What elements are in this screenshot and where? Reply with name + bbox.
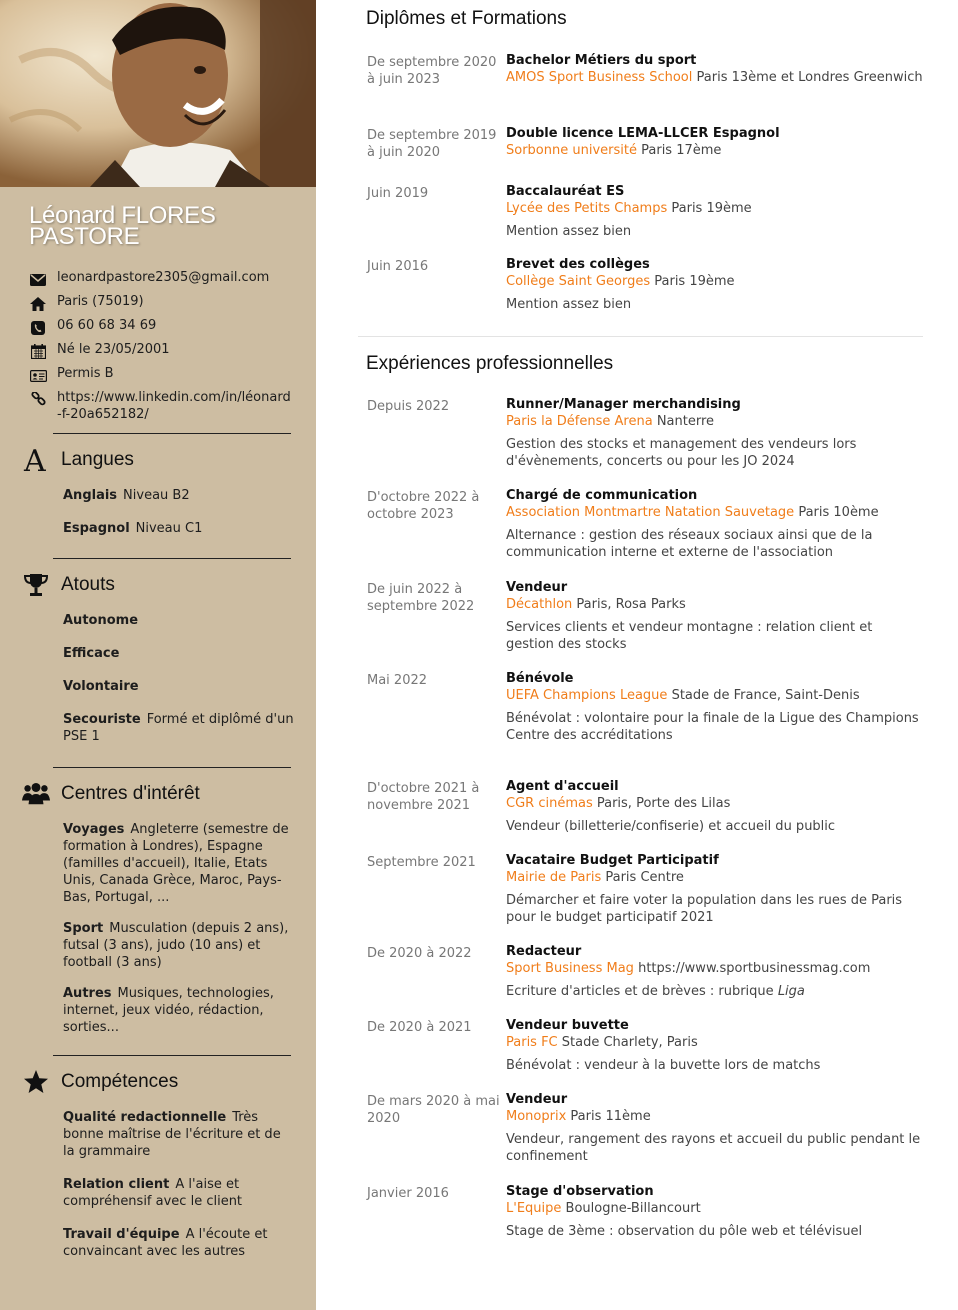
list-item: Autonome [63,613,139,628]
list-item: Volontaire [63,679,139,694]
experience-entry: Depuis 2022 Runner/Manager merchandising Paris la Défense Arena Nanterre Gestion des stocks et management des vendeurs lors d'évènements, concerts ou pour les JO 2024 [367,397,857,469]
contact-email [29,269,299,288]
experience-entry: Septembre 2021 Vacataire Budget Participatif Mairie de Paris Paris Centre Démarcher et faire voter la population dans les rues de Paris pour le budget participatif 2021 [367,853,903,925]
experience-entry: De mars 2020 à mai 2020 Vendeur Monoprix Paris 11ème Vendeur, rangement des rayons et accueil du public pendant le confinement [367,1092,921,1164]
competences-list [63,1109,295,1276]
atouts-list [63,612,295,761]
langues-list [63,487,295,553]
section-interets: Centres d'intérêt [22,780,200,808]
phone-link[interactable]: 06 60 68 34 69 [57,318,157,333]
link-icon [29,391,47,408]
email-link[interactable]: leonardpastore2305@gmail.com [57,270,270,285]
experience-entry: Mai 2022 Bénévole UEFA Champions League Stade de France, Saint-Denis Bénévolat : volontaire pour la finale de la Ligue des Champions Centre des accréditations [367,671,919,743]
experience-entry: D'octobre 2022 à octobre 2023 Chargé de communication Association Montmartre Natation Sauvetage Paris 10ème Alternance : gestion des réseaux sociaux ainsi que de la communication interne et externe de l'association [367,488,879,560]
contact-phone [29,317,299,336]
list-item: Efficace [63,646,120,661]
sidebar [0,0,316,1310]
contact-info [29,269,299,428]
experience-entry: Janvier 2016 Stage d'observation L'Equipe Boulogne-Billancourt Stage de 3ème : observation du pôle web et télévisuel [367,1184,863,1239]
phone-icon [29,319,47,336]
list-item: Voyages Angleterre (semestre de formation à Londres), Espagne (familles d'accueil), Italie, Etats Unis, Canada Grèce, Maroc, Pays-Bas, Portugal, ... [63,822,289,905]
letter-a-icon [22,446,50,474]
section-competences: Compétences [22,1068,178,1096]
divider [53,433,291,434]
website-link[interactable]: https://www.sportbusinessmag.com [638,961,871,976]
contact-linkedin [29,389,299,423]
section-atouts: Atouts [22,571,115,599]
section-title-experiences: Expériences professionnelles [366,353,614,374]
contact-city: Paris (75019) [29,293,299,312]
divider [53,767,291,768]
experience-entry: De 2020 à 2022 Redacteur Sport Business Mag https://www.sportbusinessmag.com Ecriture d'articles et de brèves : rubrique Liga [367,944,871,999]
star-icon [22,1068,50,1096]
list-item: Sport Musculation (depuis 2 ans), futsal (3 ans), judo (10 ans) et football (3 ans) [63,921,289,970]
users-icon [22,780,50,808]
education-entry: Juin 2016 Brevet des collèges Collège Saint Georges Paris 19ème Mention assez bien [367,257,735,312]
trophy-icon [22,571,50,599]
list-item: Anglais Niveau B2 [63,488,190,503]
interets-list [63,821,295,1052]
education-entry: Juin 2019 Baccalauréat ES Lycée des Petits Champs Paris 19ème Mention assez bien [367,184,752,239]
list-item: Espagnol Niveau C1 [63,521,203,536]
list-item: Autres Musiques, technologies, internet, jeux vidéo, rédaction, sorties... [63,986,274,1035]
experience-entry: D'octobre 2021 à novembre 2021 Agent d'accueil CGR cinémas Paris, Porte des Lilas Vendeur (billetterie/confiserie) et accueil du public [367,779,836,834]
linkedin-link[interactable]: https://www.linkedin.com/in/léonard-f-20a652182/ [57,390,291,422]
divider [358,336,923,337]
id-card-icon [29,367,47,384]
profile-photo-illustration [0,0,316,187]
list-item: Relation client A l'aise et compréhensif avec le client [63,1177,243,1209]
experience-entry: De juin 2022 à septembre 2022 Vendeur Décathlon Paris, Rosa Parks Services clients et vendeur montagne : relation client et gestion des stocks [367,580,873,652]
list-item: Qualité redactionnelle Très bonne maîtrise de l'écriture et de la grammaire [63,1110,281,1159]
profile-photo [0,0,316,187]
list-item: Travail d'équipe A l'écoute et convaincant avec les autres [63,1227,268,1259]
contact-birth: Né le 23/05/2001 [29,341,299,360]
list-item: Secouriste Formé et diplômé d'un PSE 1 [63,712,294,744]
svg-text:A: A [24,447,46,473]
education-entry: De septembre 2019 à juin 2020 Double licence LEMA-LLCER Espagnol Sorbonne université Paris 17ème [367,126,780,160]
divider [53,1055,291,1056]
calendar-icon [29,343,47,360]
home-icon [29,295,47,312]
divider [53,558,291,559]
envelope-icon [29,271,47,288]
contact-license: Permis B [29,365,299,384]
education-entry: De septembre 2020 à juin 2023 Bachelor Métiers du sport AMOS Sport Business School Paris 13ème et Londres Greenwich [367,53,923,87]
experience-entry: De 2020 à 2021 Vendeur buvette Paris FC Stade Charlety, Paris Bénévolat : vendeur à la buvette lors de matchs [367,1018,821,1073]
section-title-diplomes: Diplômes et Formations [366,8,567,29]
candidate-name: Léonard FLORES PASTORE [29,202,216,250]
section-langues: A Langues [22,446,134,474]
